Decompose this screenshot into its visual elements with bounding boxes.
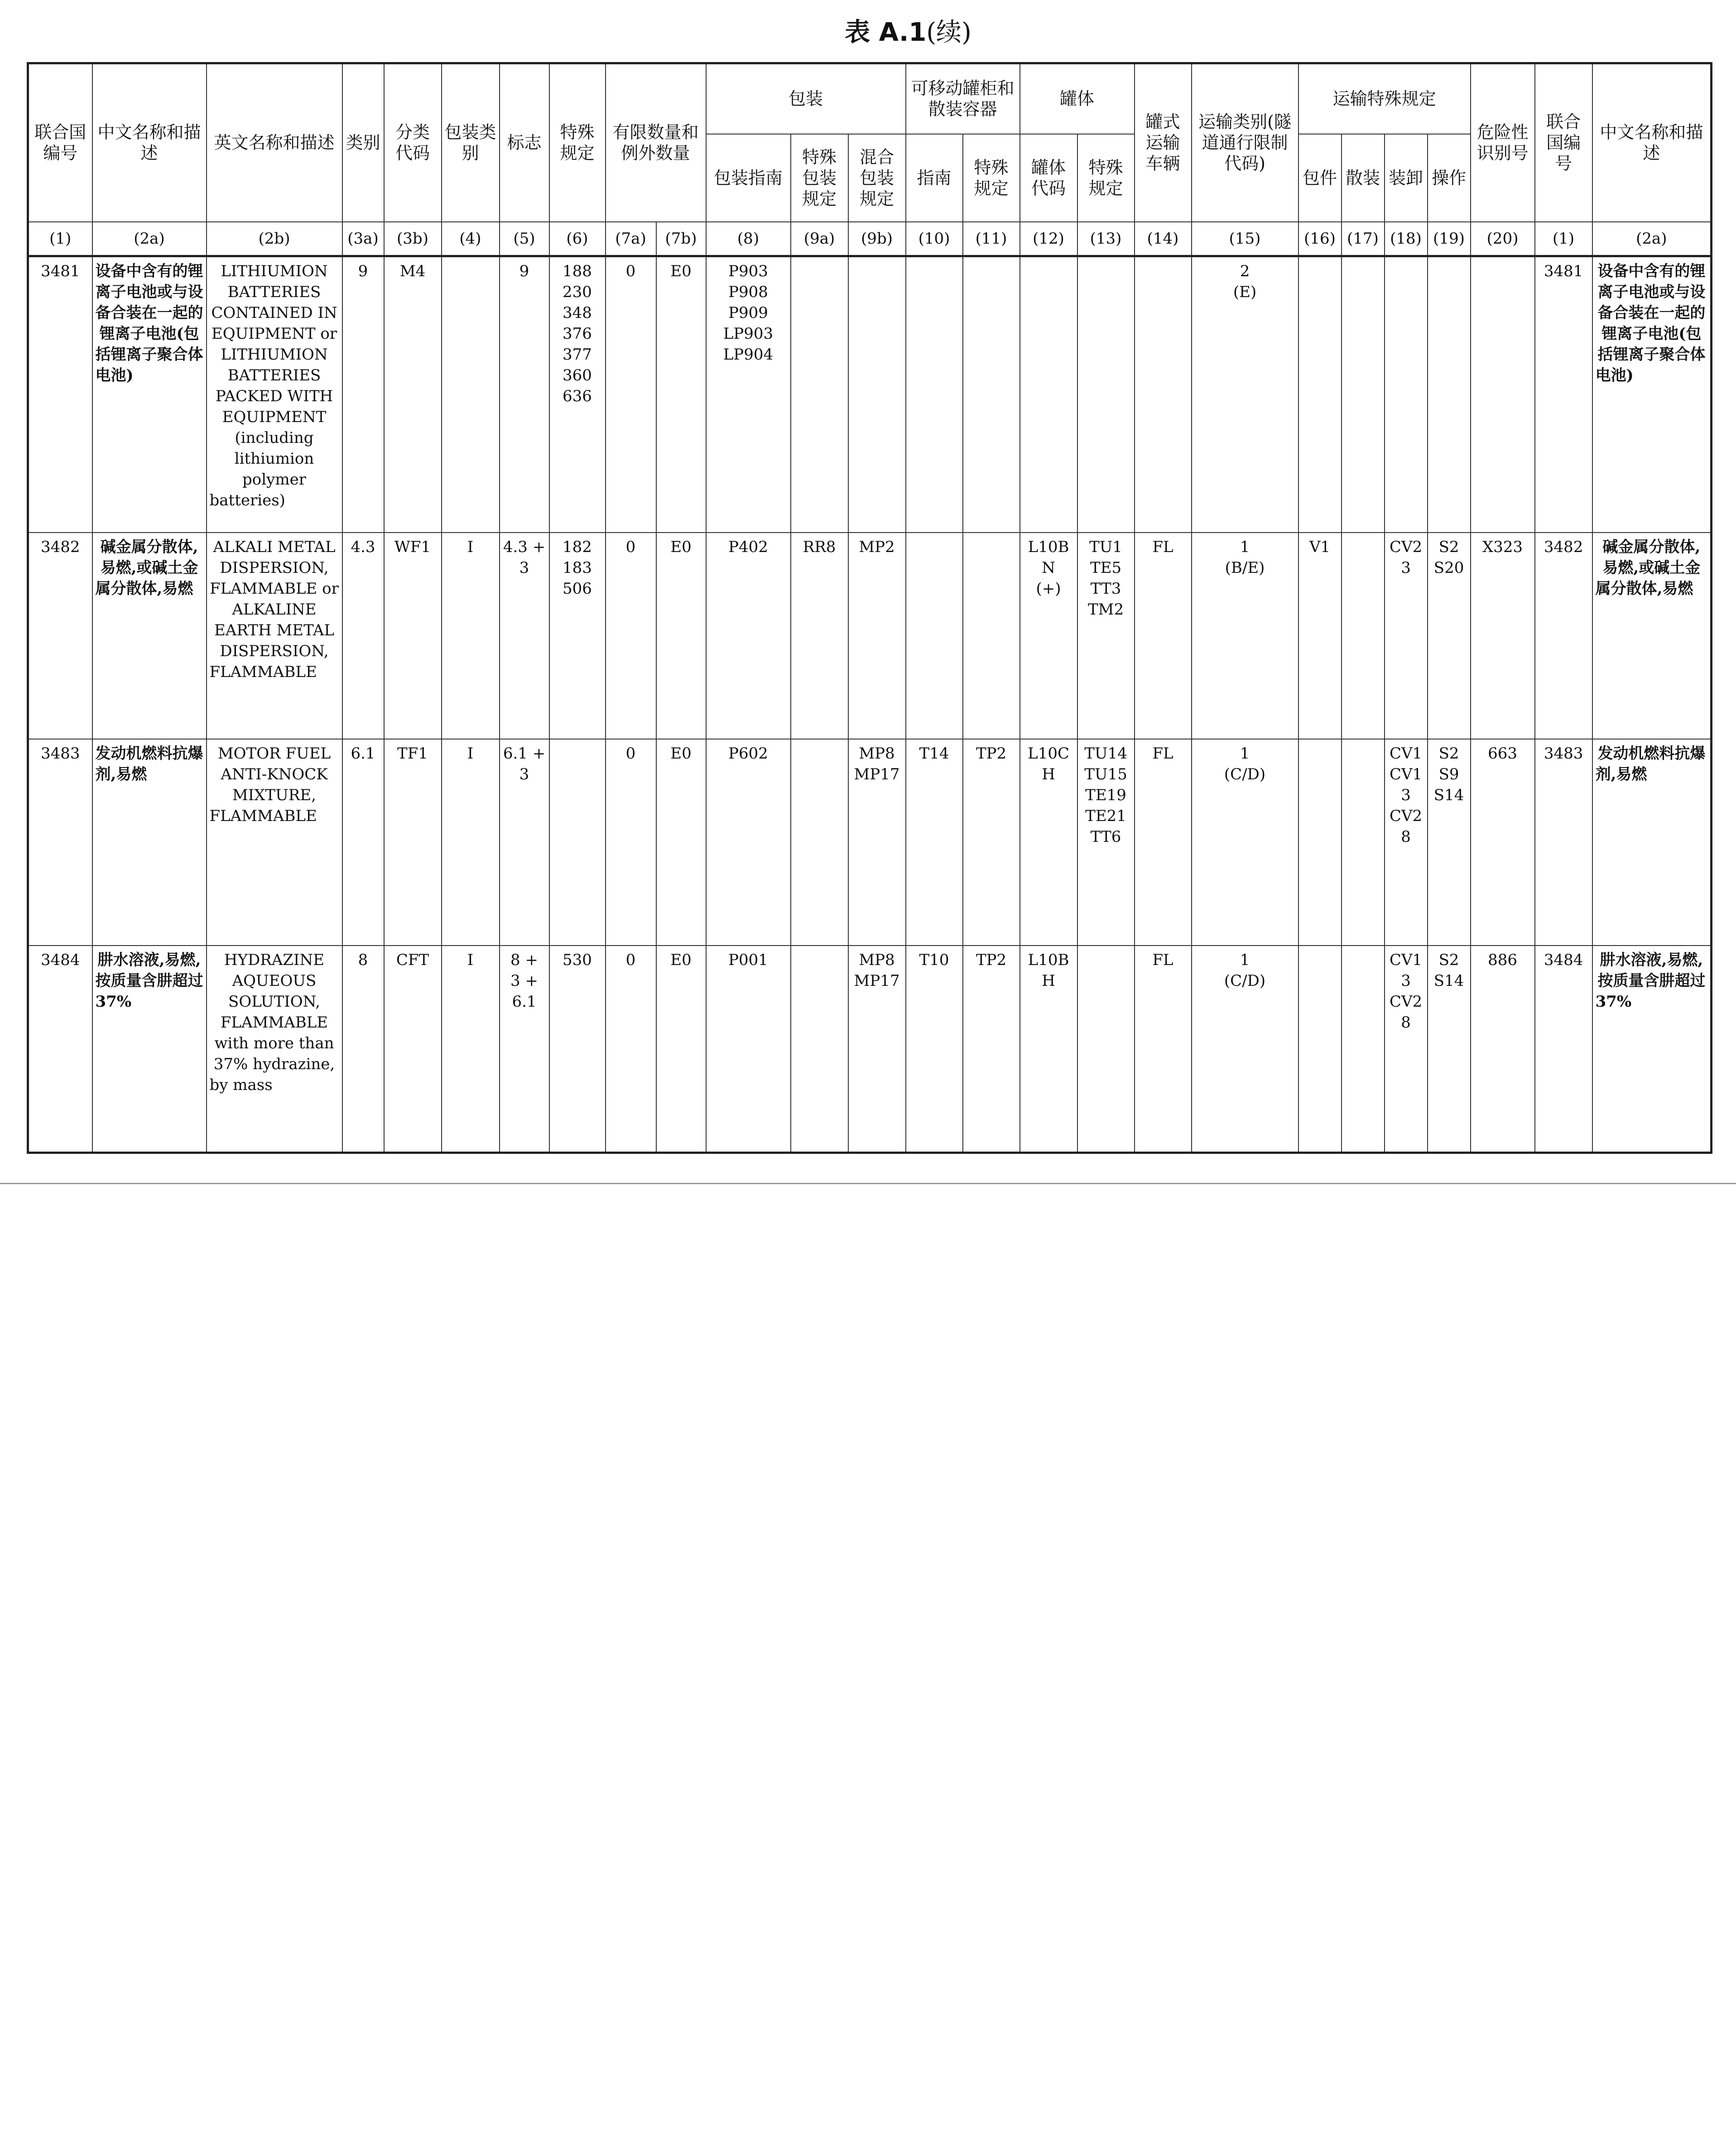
cell-limited-qty: 0 xyxy=(606,739,656,946)
col-number: (3a) xyxy=(342,222,384,256)
cell-packing-group: I xyxy=(442,533,500,739)
header-class: 类别 xyxy=(342,63,384,222)
cell-ts-bulk xyxy=(1342,739,1385,946)
col-number: (2a) xyxy=(1592,222,1712,256)
col-number: (14) xyxy=(1135,222,1192,256)
header-portable-instructions: 指南 xyxy=(906,134,963,222)
dangerous-goods-table xyxy=(27,62,1712,1154)
cell-ts-loading: CV13 CV28 xyxy=(1385,946,1428,1153)
table-caption xyxy=(0,14,1736,51)
header-name-en: 英文名称和描述 xyxy=(207,63,342,222)
cell-portable-special xyxy=(963,533,1020,739)
cell-portable-special: TP2 xyxy=(963,739,1020,946)
cell-class-code: CFT xyxy=(384,946,442,1153)
cell-packing-group xyxy=(442,256,500,533)
cell-portable-special: TP2 xyxy=(963,946,1020,1153)
col-number: (10) xyxy=(906,222,963,256)
cell-portable-instructions xyxy=(906,256,963,533)
cell-name-en: LITHIUMION BATTERIES CONTAINED IN EQUIPMENT or LITHIUMION BATTERIES PACKED WITH EQUIPMENT (including lithiumion polymer batteries) xyxy=(207,256,342,533)
cell-un-no-repeat: 3484 xyxy=(1535,946,1592,1153)
cell-special-provisions: 188 230 348 376 377 360 636 xyxy=(549,256,606,533)
table-row xyxy=(28,256,1712,533)
cell-hazard-id xyxy=(1471,256,1535,533)
col-number: (9b) xyxy=(848,222,906,256)
table-row xyxy=(28,739,1712,946)
cell-pkg-special: RR8 xyxy=(791,533,848,739)
cell-name-en: ALKALI METAL DISPERSION, FLAMMABLE or ALKALINE EARTH METAL DISPERSION, FLAMMABLE xyxy=(207,533,342,739)
col-number: (4) xyxy=(442,222,500,256)
cell-tank-special xyxy=(1077,946,1135,1153)
col-number: (16) xyxy=(1298,222,1342,256)
header-limited-excepted-qty: 有限数量和例外数量 xyxy=(606,63,706,222)
col-number: (3b) xyxy=(384,222,442,256)
header-ts-loading: 装卸 xyxy=(1385,134,1428,222)
col-number: (19) xyxy=(1428,222,1471,256)
cell-ts-bulk xyxy=(1342,533,1385,739)
table-caption-suffix: (续) xyxy=(926,18,971,47)
cell-un-no: 3482 xyxy=(28,533,92,739)
cell-excepted-qty: E0 xyxy=(656,739,706,946)
cell-special-provisions: 530 xyxy=(549,946,606,1153)
col-number: (7b) xyxy=(656,222,706,256)
cell-class: 9 xyxy=(342,256,384,533)
col-number: (20) xyxy=(1471,222,1535,256)
cell-pkg-instructions: P001 xyxy=(706,946,791,1153)
cell-name-zh: 发动机燃料抗爆剂,易燃 xyxy=(92,739,207,946)
cell-ts-package xyxy=(1298,739,1342,946)
cell-special-provisions xyxy=(549,739,606,946)
cell-tank-vehicle: FL xyxy=(1135,533,1192,739)
header-portable-special: 特殊规定 xyxy=(963,134,1020,222)
cell-excepted-qty: E0 xyxy=(656,256,706,533)
cell-name-zh-repeat: 肼水溶液,易燃,按质量含肼超过37% xyxy=(1592,946,1712,1153)
cell-pkg-instructions: P402 xyxy=(706,533,791,739)
cell-class: 6.1 xyxy=(342,739,384,946)
col-number: (5) xyxy=(500,222,549,256)
cell-class: 8 xyxy=(342,946,384,1153)
col-number: (17) xyxy=(1342,222,1385,256)
header-ts-bulk: 散装 xyxy=(1342,134,1385,222)
cell-transport-category: 2 (E) xyxy=(1192,256,1298,533)
cell-ts-loading: CV1 CV13 CV28 xyxy=(1385,739,1428,946)
cell-labels: 9 xyxy=(500,256,549,533)
column-number-row xyxy=(28,222,1712,256)
col-number: (8) xyxy=(706,222,791,256)
col-number: (11) xyxy=(963,222,1020,256)
cell-class-code: TF1 xyxy=(384,739,442,946)
cell-labels: 6.1 + 3 xyxy=(500,739,549,946)
cell-name-zh: 设备中含有的锂离子电池或与设备合装在一起的锂离子电池(包括锂离子聚合体电池) xyxy=(92,256,207,533)
cell-pkg-special xyxy=(791,256,848,533)
cell-name-zh-repeat: 碱金属分散体,易燃,或碱土金属分散体,易燃 xyxy=(1592,533,1712,739)
col-number: (15) xyxy=(1192,222,1298,256)
cell-tank-vehicle: FL xyxy=(1135,946,1192,1153)
cell-limited-qty: 0 xyxy=(606,946,656,1153)
cell-pkg-instructions: P602 xyxy=(706,739,791,946)
cell-tank-code xyxy=(1020,256,1077,533)
cell-packing-group: I xyxy=(442,739,500,946)
header-ts-operation: 操作 xyxy=(1428,134,1471,222)
cell-ts-package xyxy=(1298,256,1342,533)
cell-ts-package: V1 xyxy=(1298,533,1342,739)
col-number: (1) xyxy=(28,222,92,256)
cell-portable-instructions: T14 xyxy=(906,739,963,946)
cell-ts-loading xyxy=(1385,256,1428,533)
cell-name-en: HYDRAZINE AQUEOUS SOLUTION, FLAMMABLE with more than 37% hydrazine, by mass xyxy=(207,946,342,1153)
cell-class: 4.3 xyxy=(342,533,384,739)
cell-name-zh-repeat: 设备中含有的锂离子电池或与设备合装在一起的锂离子电池(包括锂离子聚合体电池) xyxy=(1592,256,1712,533)
header-name-zh: 中文名称和描述 xyxy=(92,63,207,222)
cell-packing-group: I xyxy=(442,946,500,1153)
cell-special-provisions: 182 183 506 xyxy=(549,533,606,739)
cell-excepted-qty: E0 xyxy=(656,533,706,739)
header-transport-category: 运输类别(隧道通行限制代码) xyxy=(1192,63,1298,222)
header-class-code: 分类代码 xyxy=(384,63,442,222)
col-number: (13) xyxy=(1077,222,1135,256)
cell-pkg-special xyxy=(791,739,848,946)
cell-name-zh: 碱金属分散体,易燃,或碱土金属分散体,易燃 xyxy=(92,533,207,739)
header-row-1 xyxy=(28,63,1712,134)
cell-limited-qty: 0 xyxy=(606,256,656,533)
cell-class-code: WF1 xyxy=(384,533,442,739)
cell-name-zh-repeat: 发动机燃料抗爆剂,易燃 xyxy=(1592,739,1712,946)
cell-ts-operation: S2 S20 xyxy=(1428,533,1471,739)
cell-tank-vehicle: FL xyxy=(1135,739,1192,946)
cell-tank-special: TU14 TU15 TE19 TE21 TT6 xyxy=(1077,739,1135,946)
col-number: (2a) xyxy=(92,222,207,256)
col-number: (18) xyxy=(1385,222,1428,256)
cell-limited-qty: 0 xyxy=(606,533,656,739)
cell-pkg-mixed: MP8 MP17 xyxy=(848,946,906,1153)
header-name-zh-repeat: 中文名称和描述 xyxy=(1592,63,1712,222)
cell-name-en: MOTOR FUEL ANTI-KNOCK MIXTURE, FLAMMABLE xyxy=(207,739,342,946)
cell-ts-operation xyxy=(1428,256,1471,533)
cell-ts-loading: CV23 xyxy=(1385,533,1428,739)
col-number: (9a) xyxy=(791,222,848,256)
cell-un-no-repeat: 3482 xyxy=(1535,533,1592,739)
cell-portable-instructions: T10 xyxy=(906,946,963,1153)
header-tank-vehicle: 罐式运输车辆 xyxy=(1135,63,1192,222)
header-portable-tanks: 可移动罐柜和散装容器 xyxy=(906,63,1020,134)
header-un-no-repeat: 联合国编号 xyxy=(1535,63,1592,222)
header-special-provisions: 特殊规定 xyxy=(549,63,606,222)
cell-un-no-repeat: 3481 xyxy=(1535,256,1592,533)
table-row xyxy=(28,946,1712,1153)
header-tank: 罐体 xyxy=(1020,63,1135,134)
cell-portable-special xyxy=(963,256,1020,533)
header-transport-special: 运输特殊规定 xyxy=(1298,63,1471,134)
cell-ts-bulk xyxy=(1342,946,1385,1153)
cell-hazard-id: 663 xyxy=(1471,739,1535,946)
cell-pkg-mixed xyxy=(848,256,906,533)
cell-pkg-mixed: MP2 xyxy=(848,533,906,739)
header-tank-code: 罐体代码 xyxy=(1020,134,1077,222)
cell-tank-code: L10CH xyxy=(1020,739,1077,946)
cell-pkg-instructions: P903 P908 P909 LP903 LP904 xyxy=(706,256,791,533)
cell-pkg-special xyxy=(791,946,848,1153)
table-row xyxy=(28,533,1712,739)
col-number: (1) xyxy=(1535,222,1592,256)
col-number: (2b) xyxy=(207,222,342,256)
cell-labels: 8 + 3 + 6.1 xyxy=(500,946,549,1153)
header-pkg-special: 特殊包装规定 xyxy=(791,134,848,222)
cell-hazard-id: X323 xyxy=(1471,533,1535,739)
header-tank-special: 特殊规定 xyxy=(1077,134,1135,222)
cell-transport-category: 1 (B/E) xyxy=(1192,533,1298,739)
cell-ts-operation: S2 S14 xyxy=(1428,946,1471,1153)
col-number: (12) xyxy=(1020,222,1077,256)
page-divider xyxy=(0,1183,1736,1184)
cell-tank-special: TU1 TE5 TT3 TM2 xyxy=(1077,533,1135,739)
cell-un-no: 3483 xyxy=(28,739,92,946)
header-packing-group: 包装类别 xyxy=(442,63,500,222)
cell-portable-instructions xyxy=(906,533,963,739)
cell-pkg-mixed: MP8 MP17 xyxy=(848,739,906,946)
cell-excepted-qty: E0 xyxy=(656,946,706,1153)
header-pkg-instructions: 包装指南 xyxy=(706,134,791,222)
cell-un-no-repeat: 3483 xyxy=(1535,739,1592,946)
table-caption-prefix: 表 A.1 xyxy=(845,18,927,47)
col-number: (7a) xyxy=(606,222,656,256)
cell-tank-special xyxy=(1077,256,1135,533)
cell-tank-vehicle xyxy=(1135,256,1192,533)
cell-ts-package xyxy=(1298,946,1342,1153)
header-packaging: 包装 xyxy=(706,63,906,134)
cell-un-no: 3481 xyxy=(28,256,92,533)
cell-un-no: 3484 xyxy=(28,946,92,1153)
cell-transport-category: 1 (C/D) xyxy=(1192,946,1298,1153)
header-ts-package: 包件 xyxy=(1298,134,1342,222)
cell-labels: 4.3 + 3 xyxy=(500,533,549,739)
col-number: (6) xyxy=(549,222,606,256)
cell-transport-category: 1 (C/D) xyxy=(1192,739,1298,946)
cell-hazard-id: 886 xyxy=(1471,946,1535,1153)
cell-tank-code: L10BN (+) xyxy=(1020,533,1077,739)
header-un-no: 联合国编号 xyxy=(28,63,92,222)
cell-tank-code: L10BH xyxy=(1020,946,1077,1153)
cell-class-code: M4 xyxy=(384,256,442,533)
cell-ts-operation: S2 S9 S14 xyxy=(1428,739,1471,946)
cell-ts-bulk xyxy=(1342,256,1385,533)
header-hazard-id: 危险性识别号 xyxy=(1471,63,1535,222)
cell-name-zh: 肼水溶液,易燃,按质量含肼超过37% xyxy=(92,946,207,1153)
header-labels: 标志 xyxy=(500,63,549,222)
header-pkg-mixed: 混合包装规定 xyxy=(848,134,906,222)
